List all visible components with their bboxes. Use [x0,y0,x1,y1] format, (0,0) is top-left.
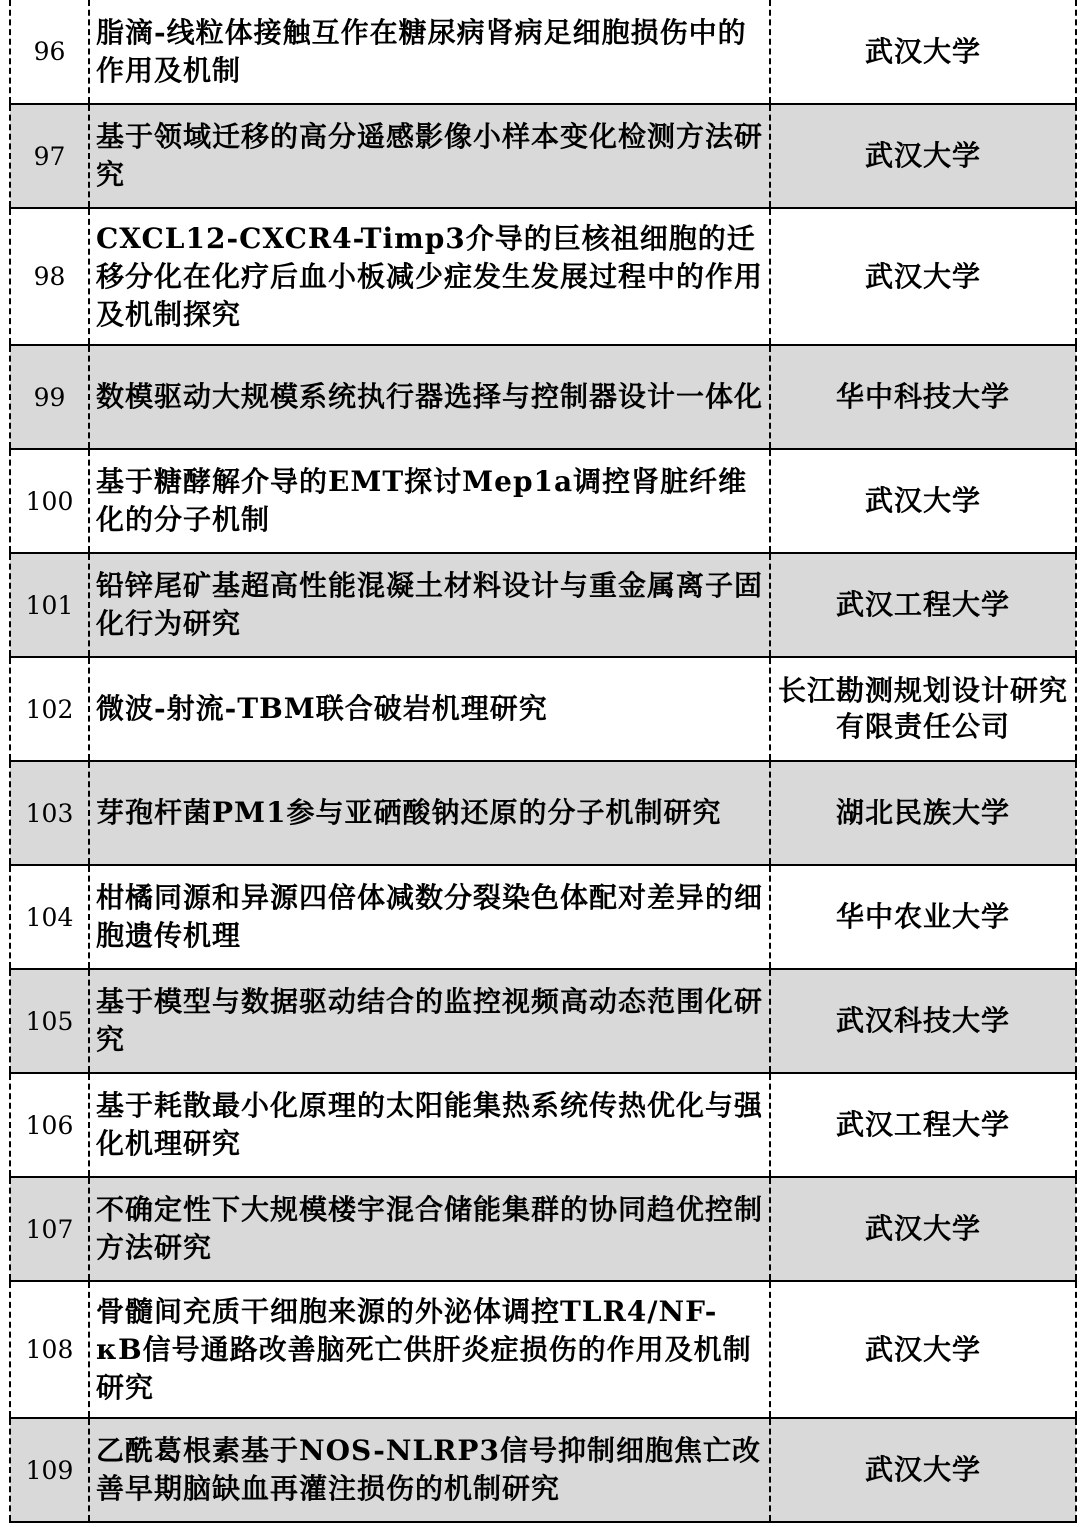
table-row [10,104,1076,208]
project-title: 芽孢杆菌PM1参与亚硒酸钠还原的分子机制研究 [89,761,770,865]
table-row [10,1177,1076,1281]
row-number: 101 [10,553,89,657]
table-row [10,1073,1076,1177]
project-title: 基于模型与数据驱动结合的监控视频高动态范围化研究 [89,969,770,1073]
row-number: 104 [10,865,89,969]
institution: 武汉工程大学 [770,553,1076,657]
institution: 武汉大学 [770,0,1076,104]
project-title: 基于领域迁移的高分遥感影像小样本变化检测方法研究 [89,104,770,208]
institution: 湖北民族大学 [770,761,1076,865]
project-title: 乙酰葛根素基于NOS-NLRP3信号抑制细胞焦亡改善早期脑缺血再灌注损伤的机制研究 [89,1418,770,1522]
institution: 武汉大学 [770,104,1076,208]
row-number: 106 [10,1073,89,1177]
table-row [10,865,1076,969]
table-row [10,345,1076,449]
row-number: 99 [10,345,89,449]
institution: 武汉大学 [770,1418,1076,1522]
institution: 武汉大学 [770,1281,1076,1418]
table-row [10,553,1076,657]
row-number: 102 [10,657,89,761]
row-number: 105 [10,969,89,1073]
project-title: 数模驱动大规模系统执行器选择与控制器设计一体化 [89,345,770,449]
project-title: 铅锌尾矿基超高性能混凝土材料设计与重金属离子固化行为研究 [89,553,770,657]
row-number: 96 [10,0,89,104]
row-number: 98 [10,208,89,345]
table-row [10,208,1076,345]
table-row [10,969,1076,1073]
row-number: 100 [10,449,89,553]
row-number: 97 [10,104,89,208]
table-row [10,1418,1076,1522]
table-row [10,0,1076,104]
table-row [10,449,1076,553]
project-title: 柑橘同源和异源四倍体减数分裂染色体配对差异的细胞遗传机理 [89,865,770,969]
table-row [10,1281,1076,1418]
institution: 武汉工程大学 [770,1073,1076,1177]
project-title: 基于耗散最小化原理的太阳能集热系统传热优化与强化机理研究 [89,1073,770,1177]
project-title: 骨髓间充质干细胞来源的外泌体调控TLR4/NF-κB信号通路改善脑死亡供肝炎症损伤的作用及机制研究 [89,1281,770,1418]
row-number: 107 [10,1177,89,1281]
institution: 长江勘测规划设计研究有限责任公司 [770,657,1076,761]
project-title: 脂滴-线粒体接触互作在糖尿病肾病足细胞损伤中的作用及机制 [89,0,770,104]
institution: 武汉大学 [770,1177,1076,1281]
institution: 武汉大学 [770,208,1076,345]
row-number: 108 [10,1281,89,1418]
project-title: 不确定性下大规模楼宇混合储能集群的协同趋优控制方法研究 [89,1177,770,1281]
institution: 华中农业大学 [770,865,1076,969]
row-number: 109 [10,1418,89,1522]
institution: 华中科技大学 [770,345,1076,449]
institution: 武汉大学 [770,449,1076,553]
project-title: 基于糖酵解介导的EMT探讨Mep1a调控肾脏纤维化的分子机制 [89,449,770,553]
project-title: CXCL12-CXCR4-Timp3介导的巨核祖细胞的迁移分化在化疗后血小板减少症发生发展过程中的作用及机制探究 [89,208,770,345]
row-number: 103 [10,761,89,865]
table-row [10,761,1076,865]
institution: 武汉科技大学 [770,969,1076,1073]
project-table [9,0,1077,1523]
project-title: 微波-射流-TBM联合破岩机理研究 [89,657,770,761]
table-row [10,657,1076,761]
